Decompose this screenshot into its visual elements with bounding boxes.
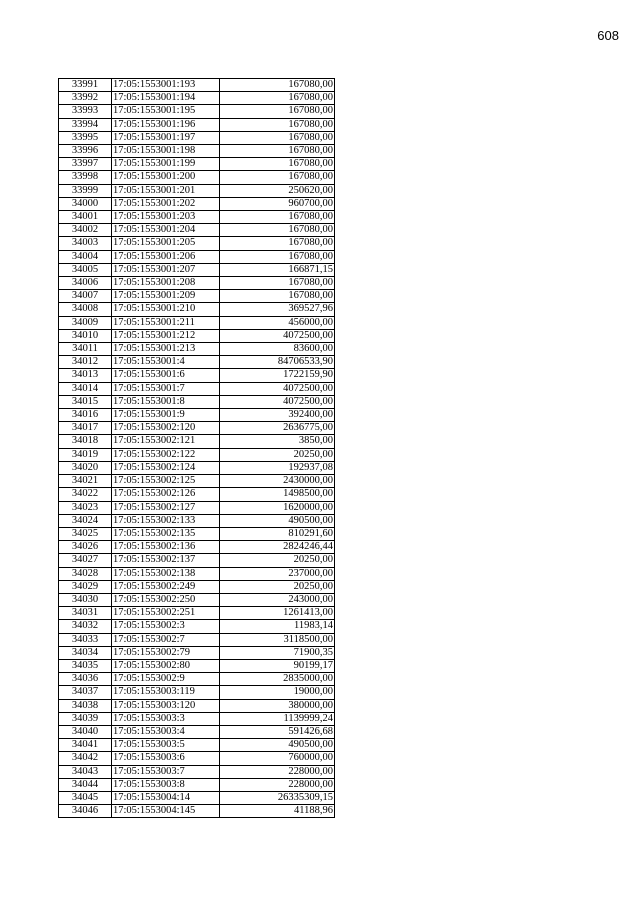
row-number-cell: 34040 [59,725,112,738]
table-row [59,580,335,593]
value-cell: 166871,15 [220,263,335,276]
page-number: 608 [597,28,619,43]
cadastral-number-cell: 17:05:1553001:205 [112,237,220,250]
table-row [59,171,335,184]
table-row [59,805,335,818]
table-row [59,237,335,250]
value-cell: 2430000,00 [220,475,335,488]
cadastral-number-cell: 17:05:1553001:203 [112,211,220,224]
row-number-cell: 34031 [59,607,112,620]
table-row [59,211,335,224]
table-row [59,633,335,646]
table-row [59,329,335,342]
row-number-cell: 34041 [59,739,112,752]
table-row [59,409,335,422]
row-number-cell: 33996 [59,145,112,158]
row-number-cell: 34008 [59,303,112,316]
cadastral-number-cell: 17:05:1553001:199 [112,158,220,171]
value-cell: 20250,00 [220,580,335,593]
table-row [59,461,335,474]
table-row [59,699,335,712]
table-row [59,395,335,408]
table-row [59,488,335,501]
value-cell: 228000,00 [220,778,335,791]
row-number-cell: 34012 [59,356,112,369]
table-row [59,527,335,540]
row-number-cell: 34030 [59,593,112,606]
value-cell: 490500,00 [220,739,335,752]
value-cell: 760000,00 [220,752,335,765]
value-cell: 167080,00 [220,171,335,184]
cadastral-number-cell: 17:05:1553003:6 [112,752,220,765]
row-number-cell: 34033 [59,633,112,646]
table-row [59,369,335,382]
value-cell: 490500,00 [220,514,335,527]
table-row [59,475,335,488]
cadastral-number-cell: 17:05:1553003:4 [112,725,220,738]
cadastral-number-cell: 17:05:1553001:195 [112,105,220,118]
value-cell: 960700,00 [220,197,335,210]
row-number-cell: 34032 [59,620,112,633]
row-number-cell: 34005 [59,263,112,276]
table-row [59,356,335,369]
row-number-cell: 34036 [59,673,112,686]
cadastral-number-cell: 17:05:1553002:136 [112,541,220,554]
row-number-cell: 33993 [59,105,112,118]
table-row [59,686,335,699]
value-cell: 1722159,90 [220,369,335,382]
cadastral-number-cell: 17:05:1553001:6 [112,369,220,382]
table-row [59,791,335,804]
cadastral-number-cell: 17:05:1553001:212 [112,329,220,342]
row-number-cell: 34039 [59,712,112,725]
cadastral-number-cell: 17:05:1553003:119 [112,686,220,699]
table-row [59,184,335,197]
row-number-cell: 34024 [59,514,112,527]
row-number-cell: 34046 [59,805,112,818]
value-cell: 19000,00 [220,686,335,699]
table-row [59,343,335,356]
value-cell: 167080,00 [220,290,335,303]
table-row [59,145,335,158]
table-row [59,739,335,752]
value-cell: 4072500,00 [220,329,335,342]
row-number-cell: 34006 [59,277,112,290]
value-cell: 591426,68 [220,725,335,738]
value-cell: 1620000,00 [220,501,335,514]
value-cell: 192937,08 [220,461,335,474]
cadastral-number-cell: 17:05:1553001:9 [112,409,220,422]
table-row [59,646,335,659]
cadastral-number-cell: 17:05:1553002:135 [112,527,220,540]
row-number-cell: 34004 [59,250,112,263]
cadastral-number-cell: 17:05:1553001:210 [112,303,220,316]
value-cell: 71900,35 [220,646,335,659]
cadastral-number-cell: 17:05:1553002:125 [112,475,220,488]
row-number-cell: 34028 [59,567,112,580]
row-number-cell: 34023 [59,501,112,514]
value-cell: 167080,00 [220,237,335,250]
cadastral-number-cell: 17:05:1553002:120 [112,422,220,435]
table-row [59,250,335,263]
table-row [59,224,335,237]
cadastral-number-cell: 17:05:1553001:202 [112,197,220,210]
cadastral-number-cell: 17:05:1553003:3 [112,712,220,725]
row-number-cell: 34015 [59,395,112,408]
cadastral-number-cell: 17:05:1553002:80 [112,659,220,672]
row-number-cell: 34010 [59,329,112,342]
row-number-cell: 34044 [59,778,112,791]
value-cell: 167080,00 [220,158,335,171]
value-cell: 243000,00 [220,593,335,606]
cadastral-number-cell: 17:05:1553001:211 [112,316,220,329]
cadastral-number-cell: 17:05:1553003:5 [112,739,220,752]
row-number-cell: 34002 [59,224,112,237]
cadastral-number-cell: 17:05:1553001:201 [112,184,220,197]
table-row [59,659,335,672]
table-row [59,290,335,303]
value-cell: 1139999,24 [220,712,335,725]
table-row [59,541,335,554]
value-cell: 11983,14 [220,620,335,633]
table-row [59,501,335,514]
table-row [59,422,335,435]
row-number-cell: 34022 [59,488,112,501]
row-number-cell: 33995 [59,131,112,144]
row-number-cell: 33999 [59,184,112,197]
table-row [59,263,335,276]
value-cell: 456000,00 [220,316,335,329]
row-number-cell: 34027 [59,554,112,567]
row-number-cell: 34016 [59,409,112,422]
value-cell: 1261413,00 [220,607,335,620]
table-row [59,593,335,606]
row-number-cell: 34003 [59,237,112,250]
table-row [59,725,335,738]
row-number-cell: 34018 [59,435,112,448]
value-cell: 167080,00 [220,131,335,144]
value-cell: 167080,00 [220,224,335,237]
table-row [59,778,335,791]
cadastral-number-cell: 17:05:1553002:9 [112,673,220,686]
cadastral-number-cell: 17:05:1553001:206 [112,250,220,263]
row-number-cell: 34021 [59,475,112,488]
row-number-cell: 34013 [59,369,112,382]
table-row [59,567,335,580]
row-number-cell: 33992 [59,92,112,105]
cadastral-number-cell: 17:05:1553003:7 [112,765,220,778]
value-cell: 3118500,00 [220,633,335,646]
row-number-cell: 34007 [59,290,112,303]
cadastral-number-cell: 17:05:1553001:207 [112,263,220,276]
row-number-cell: 34011 [59,343,112,356]
table-row [59,752,335,765]
row-number-cell: 34026 [59,541,112,554]
cadastral-number-cell: 17:05:1553002:124 [112,461,220,474]
row-number-cell: 34037 [59,686,112,699]
table-row [59,92,335,105]
cadastral-number-cell: 17:05:1553001:213 [112,343,220,356]
cadastral-number-cell: 17:05:1553002:251 [112,607,220,620]
cadastral-number-cell: 17:05:1553003:120 [112,699,220,712]
value-cell: 4072500,00 [220,395,335,408]
row-number-cell: 33991 [59,79,112,92]
value-cell: 167080,00 [220,79,335,92]
value-cell: 167080,00 [220,92,335,105]
value-cell: 167080,00 [220,211,335,224]
cadastral-number-cell: 17:05:1553002:122 [112,448,220,461]
table-row [59,514,335,527]
row-number-cell: 34017 [59,422,112,435]
table-row [59,554,335,567]
cadastral-number-cell: 17:05:1553002:126 [112,488,220,501]
table-row [59,765,335,778]
cadastral-value-table [58,78,335,818]
value-cell: 250620,00 [220,184,335,197]
table-row [59,620,335,633]
value-cell: 167080,00 [220,250,335,263]
row-number-cell: 34043 [59,765,112,778]
cadastral-number-cell: 17:05:1553003:8 [112,778,220,791]
value-cell: 237000,00 [220,567,335,580]
cadastral-number-cell: 17:05:1553002:133 [112,514,220,527]
table-row [59,448,335,461]
cadastral-number-cell: 17:05:1553001:209 [112,290,220,303]
value-cell: 167080,00 [220,118,335,131]
cadastral-number-cell: 17:05:1553004:145 [112,805,220,818]
cadastral-number-cell: 17:05:1553002:3 [112,620,220,633]
value-cell: 2636775,00 [220,422,335,435]
value-cell: 26335309,15 [220,791,335,804]
table-body [59,79,335,818]
table-row [59,79,335,92]
value-cell: 369527,96 [220,303,335,316]
table-row [59,435,335,448]
table-row [59,673,335,686]
row-number-cell: 33997 [59,158,112,171]
table-row [59,197,335,210]
cadastral-number-cell: 17:05:1553002:127 [112,501,220,514]
row-number-cell: 34029 [59,580,112,593]
value-cell: 2824246,44 [220,541,335,554]
row-number-cell: 34001 [59,211,112,224]
table-row [59,277,335,290]
row-number-cell: 34019 [59,448,112,461]
value-cell: 1498500,00 [220,488,335,501]
cadastral-number-cell: 17:05:1553002:250 [112,593,220,606]
cadastral-number-cell: 17:05:1553001:200 [112,171,220,184]
cadastral-number-cell: 17:05:1553002:137 [112,554,220,567]
cadastral-number-cell: 17:05:1553002:138 [112,567,220,580]
row-number-cell: 34035 [59,659,112,672]
row-number-cell: 34038 [59,699,112,712]
value-cell: 84706533,90 [220,356,335,369]
row-number-cell: 34009 [59,316,112,329]
value-cell: 2835000,00 [220,673,335,686]
cadastral-number-cell: 17:05:1553004:14 [112,791,220,804]
cadastral-number-cell: 17:05:1553001:8 [112,395,220,408]
table-row [59,712,335,725]
value-cell: 83600,00 [220,343,335,356]
value-cell: 4072500,00 [220,382,335,395]
table-row [59,158,335,171]
value-cell: 167080,00 [220,145,335,158]
cadastral-number-cell: 17:05:1553001:7 [112,382,220,395]
row-number-cell: 34014 [59,382,112,395]
cadastral-number-cell: 17:05:1553001:204 [112,224,220,237]
table-row [59,118,335,131]
cadastral-number-cell: 17:05:1553001:194 [112,92,220,105]
value-cell: 90199,17 [220,659,335,672]
cadastral-number-cell: 17:05:1553001:196 [112,118,220,131]
row-number-cell: 34020 [59,461,112,474]
table-row [59,316,335,329]
table-row [59,131,335,144]
value-cell: 810291,60 [220,527,335,540]
value-cell: 167080,00 [220,277,335,290]
value-cell: 3850,00 [220,435,335,448]
row-number-cell: 34045 [59,791,112,804]
row-number-cell: 33994 [59,118,112,131]
cadastral-number-cell: 17:05:1553001:197 [112,131,220,144]
table-row [59,303,335,316]
value-cell: 392400,00 [220,409,335,422]
cadastral-number-cell: 17:05:1553002:79 [112,646,220,659]
cadastral-number-cell: 17:05:1553001:193 [112,79,220,92]
row-number-cell: 33998 [59,171,112,184]
value-cell: 167080,00 [220,105,335,118]
table-row [59,105,335,118]
table-row [59,607,335,620]
cadastral-number-cell: 17:05:1553002:121 [112,435,220,448]
cadastral-number-cell: 17:05:1553002:249 [112,580,220,593]
cadastral-number-cell: 17:05:1553001:4 [112,356,220,369]
value-cell: 20250,00 [220,448,335,461]
value-cell: 20250,00 [220,554,335,567]
value-cell: 228000,00 [220,765,335,778]
cadastral-number-cell: 17:05:1553001:208 [112,277,220,290]
value-cell: 41188,96 [220,805,335,818]
row-number-cell: 34042 [59,752,112,765]
cadastral-number-cell: 17:05:1553001:198 [112,145,220,158]
table-row [59,382,335,395]
cadastral-number-cell: 17:05:1553002:7 [112,633,220,646]
row-number-cell: 34025 [59,527,112,540]
row-number-cell: 34000 [59,197,112,210]
row-number-cell: 34034 [59,646,112,659]
value-cell: 380000,00 [220,699,335,712]
